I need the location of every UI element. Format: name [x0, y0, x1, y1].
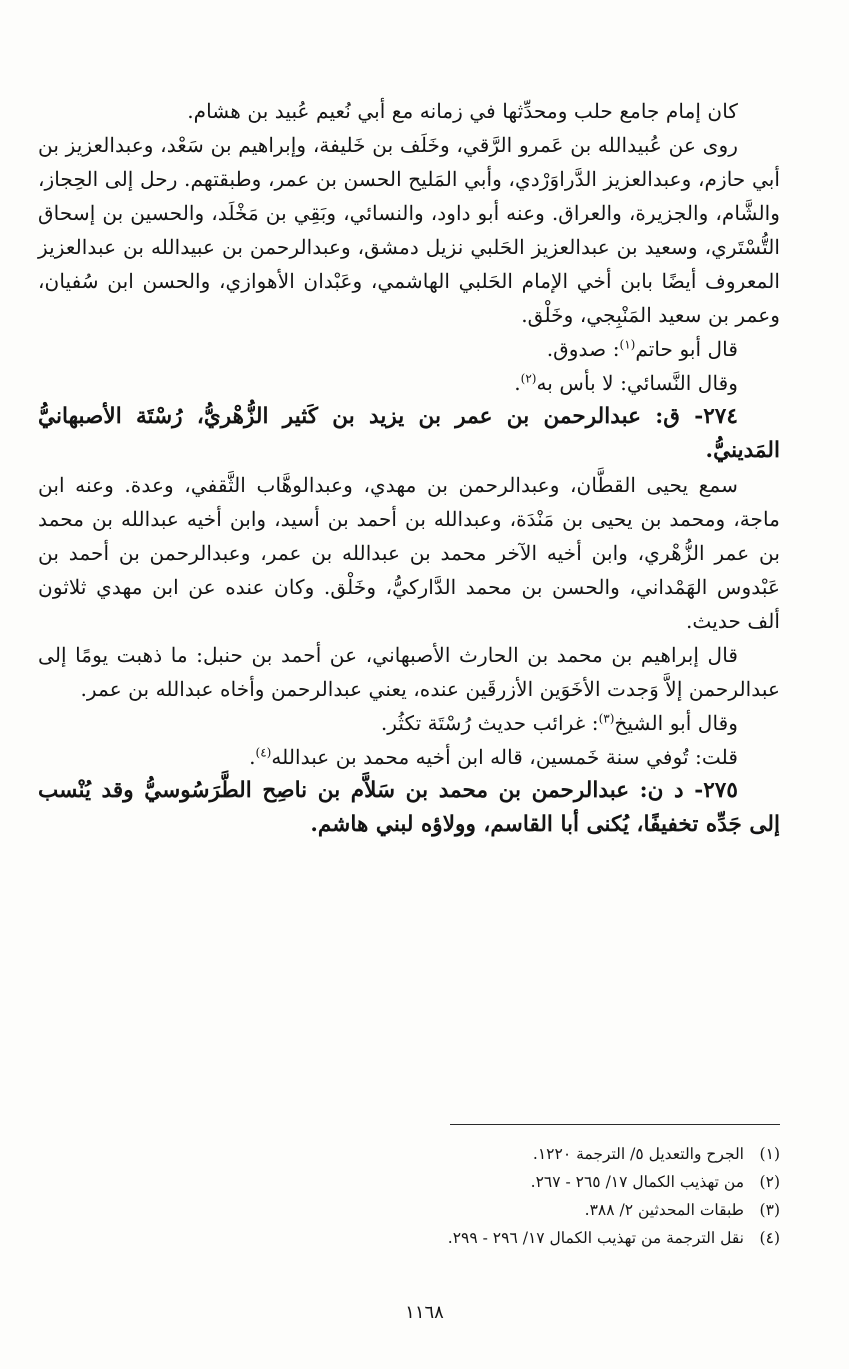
paragraph-narrators: روى عن عُبيدالله بن عَمرو الرَّقي، وخَلَف بن خَليفة، وإبراهيم بن سَعْد، وعبدالعزيز بن أبي حازم، وعبدالعزيز الدَّراوَرْدي، وأبي المَليح الحسن بن عمر، وطبقتهم. رحل إلى الحِجاز، والشَّام، والجزيرة، والعراق. وعنه أبو داود، والنسائي، وبَقِي بن مَخْلَد، والحسين بن إسحاق التُّسْتَري، وسعيد بن عبدالعزيز الحَلبي نزيل دمشق، وعبدالرحمن بن عبيدالله بن عبدالعزيز المعروف أيضًا بابن أخي الإمام الحَلبي الهاشمي، وعَبْدان الأهوازي، والحسن ابن سُفيان، وعمر بن سعيد المَنْبِجي، وخَلْق. [38, 133, 780, 327]
main-text [38, 94, 780, 842]
quote-text: وقال أبو الشيخ [614, 711, 738, 735]
footnote-number: (١) [759, 1145, 780, 1163]
death-note [38, 740, 780, 774]
quote-abu-alshaykh [38, 706, 780, 740]
footnote-ref-2[interactable]: (٢) [520, 371, 537, 386]
footnote-3 [38, 1196, 780, 1224]
footnote-text: طبقات المحدثين ٢/ ٣٨٨. [584, 1201, 744, 1219]
footnotes [38, 1140, 780, 1252]
paragraph-intro: كان إمام جامع حلب ومحدِّثها في زمانه مع أبي نُعيم عُبيد بن هشام. [187, 99, 738, 123]
footnote-ref-3[interactable]: (٣) [598, 711, 615, 726]
footnote-text: نقل الترجمة من تهذيب الكمال ١٧/ ٢٩٦ - ٢٩٩. [447, 1229, 744, 1247]
footnote-1 [38, 1140, 780, 1168]
footnote-ref-1[interactable]: (١) [619, 337, 636, 352]
entry-heading-274: ٢٧٤- ق: عبدالرحمن بن عمر بن يزيد بن كَثير الزُّهْريُّ، رُسْتَة الأصبهانيُّ المَدينيُّ. [38, 404, 780, 463]
quote-text: وقال النَّسائي: لا بأس به [536, 371, 738, 395]
paragraph-ahmad-quote: قال إبراهيم بن محمد بن الحارث الأصبهاني، عن أحمد بن حنبل: ما ذهبت يومًا إلى عبدالرحمن إلاَّ وَجدت الأخَوَين الأزرقَين عنده، يعني عبدالرحمن وأخاه عبدالله بن عمر. [38, 643, 780, 701]
entry-heading-275: ٢٧٥- د ن: عبدالرحمن بن محمد بن سَلاَّم بن ناصِح الطَّرَسُوسيُّ وقد يُنْسب إلى جَدِّه تخفيفًا، يُكنى أبا القاسم، وولاؤه لبني هاشم. [38, 778, 780, 837]
footnote-divider [450, 1124, 780, 1125]
footnote-number: (٢) [759, 1173, 780, 1191]
quote-text: قال أبو حاتم [635, 337, 738, 361]
footnote-2 [38, 1168, 780, 1196]
page-number: ١١٦٨ [405, 1302, 444, 1323]
footnote-number: (٣) [759, 1201, 780, 1219]
paragraph-rusta-narrators: سمع يحيى القطَّان، وعبدالرحمن بن مهدي، وعبدالوهَّاب الثَّقفي، وعدة. وعنه ابن ماجة، ومحمد بن يحيى بن مَنْدَة، وعبدالله بن أحمد بن أسيد، وابن أخيه عبدالله بن محمد بن عمر الزُّهْري، وابن أخيه الآخر محمد بن عبدالله بن عمر، وعبدالرحمن بن أحمد بن عَبْدوس الهَمْداني، والحسن بن محمد الدَّاركيُّ، وخَلْق. وكان عنده عن ابن مهدي ثلاثون ألف حديث. [38, 473, 780, 633]
footnote-text: من تهذيب الكمال ١٧/ ٢٦٥ - ٢٦٧. [530, 1173, 744, 1191]
footnote-ref-4[interactable]: (٤) [255, 745, 272, 760]
quote-text-end: . [514, 371, 521, 395]
quote-abu-hatim [38, 332, 780, 366]
footnote-4 [38, 1224, 780, 1252]
footnote-text: الجرح والتعديل ٥/ الترجمة ١٢٢٠. [532, 1145, 744, 1163]
quote-nasai [38, 366, 780, 400]
quote-text: قلت: تُوفي سنة خَمسين، قاله ابن أخيه محمد بن عبدالله [271, 745, 738, 769]
quote-text-end: : غرائب حديث رُسْتَة تكثُر. [380, 711, 599, 735]
quote-text-end: . [249, 745, 256, 769]
footnote-number: (٤) [759, 1229, 780, 1247]
quote-text-end: : صدوق. [546, 337, 620, 361]
